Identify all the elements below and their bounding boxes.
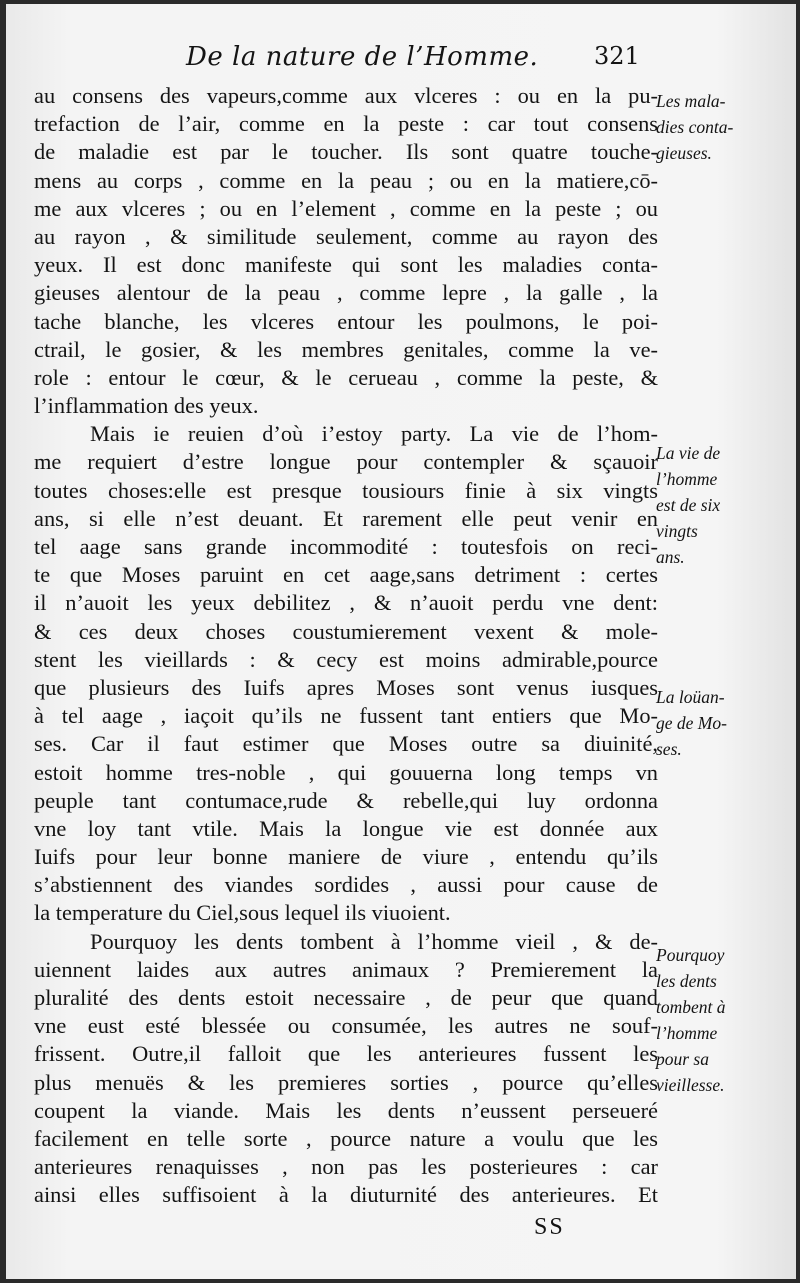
text-line: au consens des vapeurs,comme aux vlceres : ou en la pu- bbox=[34, 83, 658, 108]
text-line: tache blanche, les vlceres entour les poulmons, le poi- bbox=[34, 308, 658, 334]
text-line: frissent. Outre,il falloit que les anterieures fussent les bbox=[34, 1041, 658, 1067]
text-line: ses. Car il faut estimer que Moses outre sa diuinité, bbox=[34, 731, 658, 757]
text-line: anterieures renaquisses , non pas les posterieures : car bbox=[34, 1154, 658, 1180]
margin-line: ans. bbox=[656, 547, 685, 567]
text-line: vne eust esté blessée ou consumée, les autres ne souf- bbox=[34, 1013, 658, 1039]
marginal-note-teeth bbox=[656, 942, 788, 1098]
text-line: plus menuës & les premieres sorties , pource qu’elles bbox=[34, 1069, 658, 1095]
text-line: gieuses alentour de la peau , comme lepre , la galle , la bbox=[34, 280, 658, 306]
text-line: à tel aage , iaçoit qu’ils ne fussent tant entiers que Mo- bbox=[34, 703, 658, 729]
page-header bbox=[6, 42, 796, 82]
text-line: Iuifs pour leur bonne maniere de viure , entendu qu’ils bbox=[34, 844, 658, 870]
page-number: 321 bbox=[594, 42, 640, 70]
text-line: coupent la viande. Mais les dents n’eussent perseueré bbox=[34, 1097, 658, 1123]
margin-line: pour sa bbox=[656, 1049, 709, 1069]
margin-line: gieuses. bbox=[656, 143, 712, 163]
marginal-note-lifespan bbox=[656, 440, 788, 570]
margin-line: est de six bbox=[656, 495, 721, 515]
paragraph-teeth bbox=[34, 928, 658, 1210]
text-line: estoit homme tres-noble , qui gouuerna long temps vn bbox=[34, 759, 658, 785]
text-line: stent les vieillards : & cecy est moins admirable,pource bbox=[34, 646, 658, 672]
text-line: Pourquoy les dents tombent à l’homme vieil , & de- bbox=[90, 928, 658, 954]
text-line: me aux vlceres ; ou en l’element , comme en la peste ; ou bbox=[34, 195, 658, 221]
text-line: de maladie est par le toucher. Ils sont quatre touche- bbox=[34, 139, 658, 165]
margin-line: dies conta- bbox=[656, 117, 734, 137]
text-line: que plusieurs des Iuifs apres Moses sont venus iusques bbox=[34, 674, 658, 700]
marginal-note-moses bbox=[656, 684, 788, 762]
text-line: ans, si elle n’est deuant. Et rarement elle peut venir en bbox=[34, 505, 658, 531]
text-line: role : entour le cœur, & le cerueau , comme la peste, & bbox=[34, 364, 658, 390]
text-line: toutes choses:elle est presque tousiours finie à six vingts bbox=[34, 477, 658, 503]
text-line: pluralité des dents estoit necessaire , de peur que quand bbox=[34, 985, 658, 1010]
text-line: l’inflammation des yeux. bbox=[34, 393, 259, 419]
margin-line: La loüan- bbox=[656, 687, 725, 707]
text-line: au rayon , & similitude seulement, comme au rayon des bbox=[34, 223, 658, 249]
margin-line: ge de Mo- bbox=[656, 713, 727, 733]
text-line: peuple tant contumace,rude & rebelle,qui luy ordonna bbox=[34, 787, 658, 813]
text-line: trefaction de l’air, comme en la peste : car tout consens bbox=[34, 111, 658, 137]
signature-mark: SS bbox=[534, 1214, 565, 1240]
running-title: De la nature de l’Homme. bbox=[186, 42, 539, 72]
margin-line: Pourquoy bbox=[656, 945, 725, 965]
text-line: tel aage sans grande incommodité : toutesfois on reci- bbox=[34, 534, 658, 559]
book-page bbox=[6, 4, 796, 1279]
paragraph-contagious-diseases bbox=[34, 82, 658, 420]
text-line: ctrail, le gosier, & les membres genitales, comme la ve- bbox=[34, 336, 658, 362]
text-line: uiennent laides aux autres animaux ? Premierement la bbox=[34, 956, 658, 982]
text-line: vne loy tant vtile. Mais la longue vie est donnée aux bbox=[34, 815, 658, 841]
marginal-note-contagious bbox=[656, 88, 788, 166]
margin-line: La vie de bbox=[656, 443, 721, 463]
text-line: te que Moses paruint en cet aage,sans detriment : certes bbox=[34, 562, 658, 588]
text-line: yeux. Il est donc manifeste qui sont les maladies conta- bbox=[34, 252, 658, 278]
main-text bbox=[34, 82, 658, 1210]
text-line: mens au corps , comme en la peau ; ou en la matiere,cō- bbox=[34, 167, 658, 193]
text-line: me requiert d’estre longue pour contempler & sçauoir bbox=[34, 449, 658, 475]
text-line: la temperature du Ciel,sous lequel ils viuoient. bbox=[34, 900, 451, 926]
margin-line: les dents bbox=[656, 971, 717, 991]
text-line: s’abstiennent des viandes sordides , aussi pour cause de bbox=[34, 872, 658, 898]
paragraph-human-lifespan bbox=[34, 420, 658, 927]
text-line: Mais ie reuien d’où i’estoy party. La vie de l’hom- bbox=[90, 421, 658, 447]
margin-line: vingts bbox=[656, 521, 698, 541]
text-line: facilement en telle sorte , pource nature a voulu que les bbox=[34, 1125, 658, 1151]
margin-line: vieillesse. bbox=[656, 1075, 725, 1095]
text-line: ainsi elles suffisoient à la diuturnité des anterieures. Et bbox=[34, 1182, 658, 1208]
margin-line: ses. bbox=[656, 739, 682, 759]
margin-line: Les mala- bbox=[656, 91, 726, 111]
text-line: & ces deux choses coustumierement vexent & mole- bbox=[34, 618, 658, 644]
margin-line: l’homme bbox=[656, 469, 718, 489]
margin-line: l’homme bbox=[656, 1023, 718, 1043]
margin-line: tombent à bbox=[656, 997, 726, 1017]
text-line: il n’auoit les yeux debilitez , & n’auoit perdu vne dent: bbox=[34, 590, 658, 616]
